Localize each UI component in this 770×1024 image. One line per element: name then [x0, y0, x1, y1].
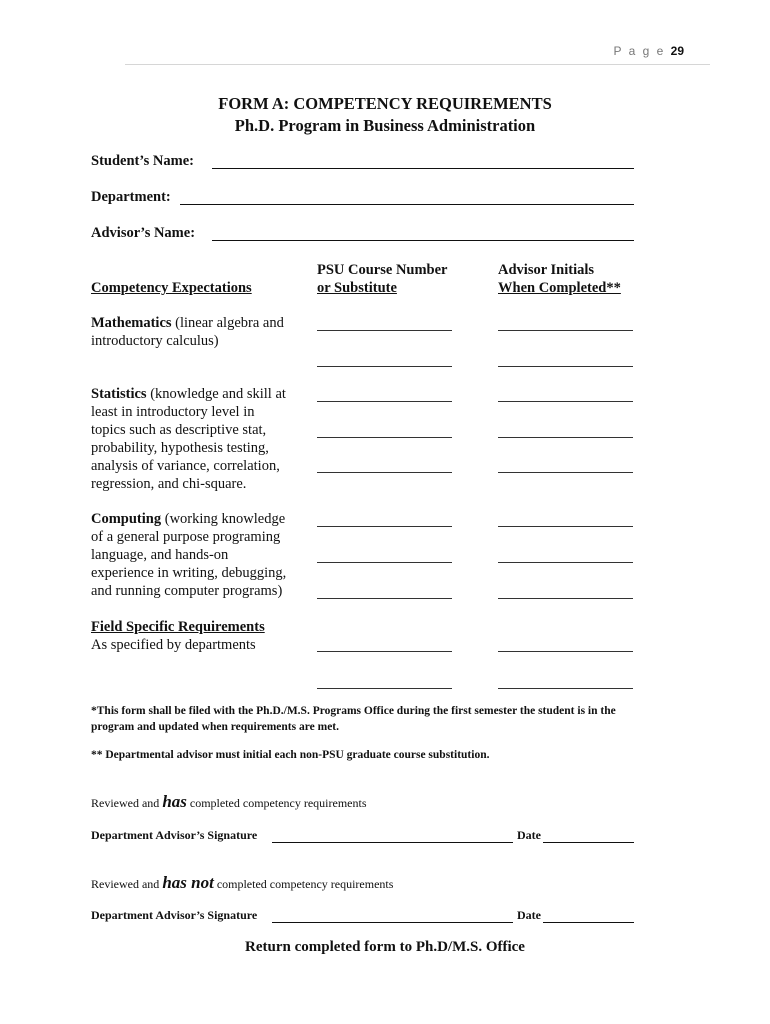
page-word: P a g e: [613, 44, 666, 58]
computing-desc-1: (working knowledge: [161, 511, 286, 527]
department-field[interactable]: [180, 204, 634, 205]
mathematics-initials-blank-1[interactable]: [498, 330, 633, 331]
col-course-header-line2: or Substitute: [317, 280, 397, 296]
row-computing: [91, 510, 313, 600]
field-specific-title: Field Specific Requirements: [91, 619, 265, 635]
department-label: Department:: [91, 189, 171, 205]
computing-course-blank-1[interactable]: [317, 526, 452, 527]
computing-desc-2: of a general purpose programing: [91, 529, 281, 545]
page-number: 29: [670, 44, 684, 58]
computing-initials-blank-2[interactable]: [498, 562, 633, 563]
computing-course-blank-3[interactable]: [317, 598, 452, 599]
page-number-header: [613, 44, 684, 58]
advisor-name-field[interactable]: [212, 240, 634, 241]
statistics-course-blank-1[interactable]: [317, 401, 452, 402]
date-label-1: Date: [517, 828, 541, 842]
statistics-desc-2: least in introductory level in: [91, 404, 255, 420]
statistics-title: Statistics: [91, 386, 147, 402]
field-specific-course-blank-2[interactable]: [317, 688, 452, 689]
mathematics-initials-blank-2[interactable]: [498, 366, 633, 367]
row-mathematics: [91, 314, 306, 350]
computing-course-blank-2[interactable]: [317, 562, 452, 563]
computing-title: Computing: [91, 511, 162, 527]
filing-note-line2: program and updated when requirements are met.: [91, 721, 339, 733]
review-has-not-suffix: completed competency requirements: [213, 877, 394, 891]
col-initials-header: [498, 261, 621, 297]
statistics-desc-4: probability, hypothesis testing,: [91, 440, 269, 456]
date-field-2[interactable]: [543, 922, 634, 923]
col-course-header: [317, 261, 448, 297]
review-has-not-emphasis: has not: [162, 873, 214, 892]
advisor-name-label: Advisor’s Name:: [91, 225, 196, 241]
statistics-initials-blank-1[interactable]: [498, 401, 633, 402]
date-field-1[interactable]: [543, 842, 634, 843]
form-title: FORM A: COMPETENCY REQUIREMENTS: [218, 94, 552, 113]
row-statistics: [91, 385, 313, 493]
col-initials-header-line2: When Completed**: [498, 280, 621, 296]
signature-label-2: Department Advisor’s Signature: [91, 908, 258, 922]
field-specific-initials-blank-1[interactable]: [498, 651, 633, 652]
mathematics-desc-2: introductory calculus): [91, 333, 219, 349]
computing-desc-5: and running computer programs): [91, 583, 283, 599]
signature-field-1[interactable]: [272, 842, 513, 843]
return-instruction: Return completed form to Ph.D/M.S. Office: [245, 939, 525, 955]
signature-label-1: Department Advisor’s Signature: [91, 828, 258, 842]
statistics-course-blank-2[interactable]: [317, 437, 452, 438]
statistics-desc-1: (knowledge and skill at: [146, 386, 286, 402]
statistics-desc-5: analysis of variance, correlation,: [91, 458, 280, 474]
mathematics-desc-1: (linear algebra and: [171, 315, 284, 331]
student-name-field[interactable]: [212, 168, 634, 169]
statistics-initials-blank-3[interactable]: [498, 472, 633, 473]
statistics-initials-blank-2[interactable]: [498, 437, 633, 438]
col-course-header-line1: PSU Course Number: [317, 262, 448, 278]
statistics-desc-3: topics such as descriptive stat,: [91, 422, 267, 438]
filing-note-line1: *This form shall be filed with the Ph.D./M.S. Programs Office during the first semester the student is in the: [91, 705, 616, 717]
header-divider: [125, 64, 710, 65]
mathematics-course-blank-1[interactable]: [317, 330, 452, 331]
signature-field-2[interactable]: [272, 922, 513, 923]
review-has-emphasis: has: [162, 792, 187, 811]
computing-initials-blank-1[interactable]: [498, 526, 633, 527]
review-has-suffix: completed competency requirements: [186, 796, 367, 810]
mathematics-title: Mathematics: [91, 315, 172, 331]
review-has-not-statement: [91, 873, 393, 893]
review-has-prefix: Reviewed and: [91, 796, 163, 810]
computing-desc-3: language, and hands-on: [91, 547, 229, 563]
filing-note: [91, 703, 681, 735]
student-name-label: Student’s Name:: [91, 153, 194, 169]
col-initials-header-line1: Advisor Initials: [498, 262, 595, 278]
field-specific-course-blank-1[interactable]: [317, 651, 452, 652]
computing-desc-4: experience in writing, debugging,: [91, 565, 287, 581]
form-subtitle: Ph.D. Program in Business Administration: [234, 116, 536, 135]
field-specific-initials-blank-2[interactable]: [498, 688, 633, 689]
computing-initials-blank-3[interactable]: [498, 598, 633, 599]
review-has-statement: [91, 792, 367, 812]
statistics-course-blank-3[interactable]: [317, 472, 452, 473]
mathematics-course-blank-2[interactable]: [317, 366, 452, 367]
advisor-note: ** Departmental advisor must initial each non-PSU graduate course substitution.: [91, 749, 490, 761]
review-has-not-prefix: Reviewed and: [91, 877, 163, 891]
field-specific-desc: As specified by departments: [91, 637, 256, 653]
row-field-specific: [91, 618, 313, 654]
statistics-desc-6: regression, and chi-square.: [91, 476, 247, 492]
col-competency-header: Competency Expectations: [91, 280, 252, 296]
date-label-2: Date: [517, 908, 541, 922]
